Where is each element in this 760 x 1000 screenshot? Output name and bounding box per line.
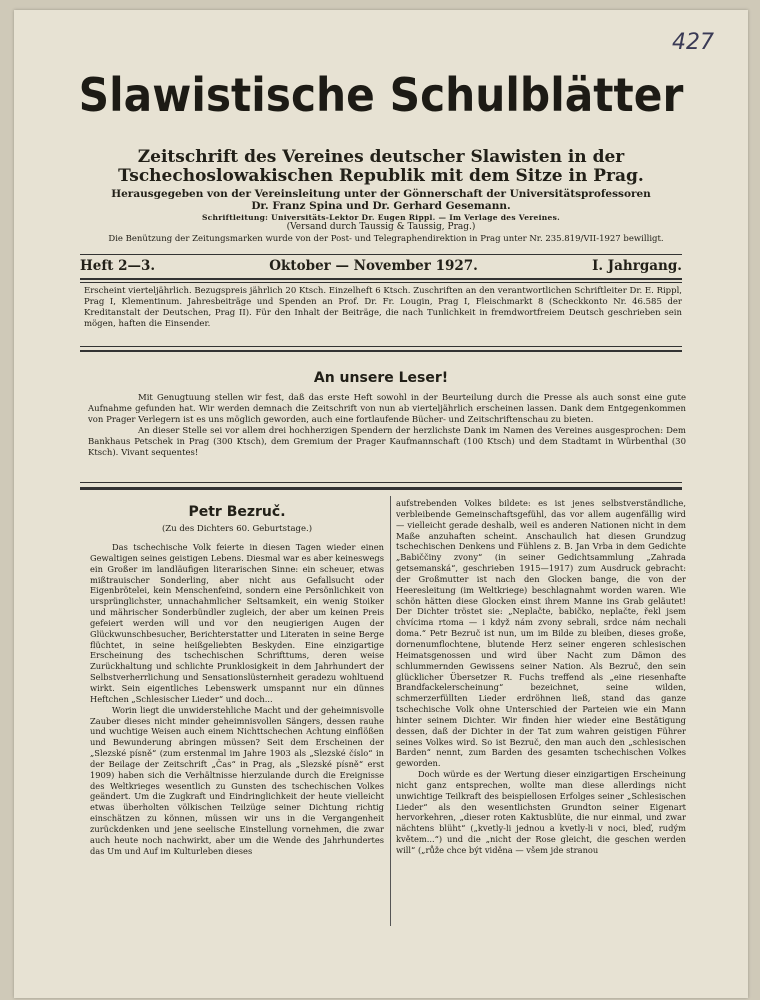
masthead-subtitle — [54, 148, 708, 186]
issue-volume: I. Jahrgang. — [592, 258, 682, 274]
issue-rule-thin — [80, 282, 682, 283]
article-paragraph: Worin liegt die unwiderstehliche Macht und der geheimnisvolle Zauber dieses nicht minder geheimnisvollen Sängers, dessen rauhe und wuchtige Weisen auch einem Nichttschechen Achtung einflößen und Bewunderung abringen müssen? Seit dem Erscheinen der „Slezské písně“ (zum erstenmal im Jahre 1903 als „Slezské číslo“ in der Beilage der Zeitschrift „Čas“ in Prag, als „Slezské písně“ erst 1909) haben sich die Verhältnisse hierzulande durch die Ereignisse des Weltkrieges wesentlich zu Gunsten des tschechischen Volkes geändert. Um die Zugkraft und Eindringlichkeit der heute vielleicht etwas überholten völkischen Teilzüge seiner Dichtung richtig einschätzen zu können, müssen wir uns in die Vergangenheit zurückdenken und jene seelische Einstellung vornehmen, die zwar auch heute noch nachwirkt, aber um die Wende des Jahrhundertes das Um und Auf im Kulturleben dieses — [90, 704, 384, 856]
to-readers-heading: An unsere Leser! — [313, 370, 449, 386]
postal-permit: Die Benützung der Zeitungsmarken wurde von der Post- und Telegraphendirektion in Prag unter Nr. 235.819/VII-1927 bewilligt. — [108, 234, 664, 244]
to-readers-paragraph: An dieser Stelle sei vor allem drei hochherzigen Spendern der herzlichste Dank im Namen des Vereines ausgesprochen: Dem Bankhaus Petschek in Prag (300 Ktsch), dem Gremium der Prager Kaufmannschaft (100 Ktsch) und dem Stadtamt in Würbenthal (30 Ktsch). Vivant sequentes! — [88, 426, 686, 458]
subscription-rule-thin — [80, 346, 682, 347]
to-readers-paragraph: Mit Genugtuung stellen wir fest, daß das erste Heft sowohl in der Beurteilung durch die Presse als auch sonst eine gute Aufnahme gefunden hat. Wir werden demnach die Zeitschrift von nun ab vierteljährlich erscheinen lassen. Dank dem Entgegenkommen von Prager Verlegern ist es uns möglich geworden, auch eine fortlaufende Bücher- und Zeitschriftenschau zu bieten. — [88, 393, 686, 425]
subtitle-line-2: Tschechoslowakischen Republik mit dem Sitze in Prag. — [118, 166, 644, 186]
editors-line-2: Dr. Franz Spina und Dr. Gerhard Gesemann. — [251, 200, 511, 212]
issue-date: Oktober — November 1927. — [269, 258, 478, 274]
masthead-title: Slawistische Schulblätter — [78, 68, 684, 122]
article-subtitle: (Zu des Dichters 60. Geburtstage.) — [161, 524, 313, 534]
top-rule — [80, 254, 682, 255]
column-divider — [390, 496, 391, 926]
article-left-text — [90, 542, 384, 856]
issue-rule-thick — [80, 278, 682, 280]
editors-line — [54, 188, 708, 212]
newspaper-page — [14, 10, 748, 998]
section-rule-thick — [80, 487, 682, 490]
issue-number: Heft 2—3. — [80, 258, 156, 274]
article-left-column — [90, 496, 384, 856]
article-paragraph: Doch würde es der Wertung dieser einzigartigen Erscheinung nicht ganz entsprechen, wollte man diese allerdings nicht unwichtige Teilkraft des beispiellosen Erfolges seiner „Schlesischen Lieder“ als den wesentlichsten Grundton seiner Eigenart hervorkehren, „dieser roten Kaktusblüte, die nur einmal, und zwar nächtens blüht“ („kvetly-li jednou a kvetly-li v noci, bleď, rudým květem...“) und die „nicht der Rose gleicht, die geschen werden will“ („růže chce být viděna — všem jde stranou — [396, 769, 686, 855]
schriftleitung-line: Schriftleitung: Universitäts-Lektor Dr. Eugen Rippl. — Im Verlage des Vereines. — [201, 213, 561, 222]
handwritten-page-number: 427 — [672, 30, 714, 55]
subtitle-line-1: Zeitschrift des Vereines deutscher Slawisten in der — [137, 147, 625, 167]
article-right-column — [396, 498, 686, 856]
subscription-rule-thick — [80, 350, 682, 352]
section-rule-thin — [80, 482, 682, 483]
article-right-text — [396, 498, 686, 856]
versand-line: (Versand durch Taussig & Taussig, Prag.) — [286, 222, 476, 232]
subscription-info: Erscheint vierteljährlich. Bezugspreis jährlich 20 Ktsch. Einzelheft 6 Ktsch. Zuschriften an den verantwortlichen Schriftleiter Dr. E. Rippl, Prag I, Klementinum. Jahresbeiträge und Spenden an Prof. Dr. Fr. Lougin, Prag I, Fleischmarkt 8 (Scheckkonto Nr. 46.585 der Kreditanstalt der Deutschen, Prag II). Für den Inhalt der Beiträge, die nach Tunlichkeit in fremdwortfreiem Deutsch geschrieben sein mögen, haften die Einsender. — [84, 286, 682, 329]
article-title: Petr Bezruč. — [188, 504, 286, 520]
article-paragraph: Das tschechische Volk feierte in diesen Tagen wieder einen Gewaltigen seines geistigen Lebens. Diesmal war es aber keineswegs ein Großer im landläufigen literarischen Sinne: ein scheuer, etwas mißtrauischer Sonderling, aber nicht aus Gefallsucht oder Eigenbrötelei, kein Menschenfeind, sondern eine Persönlichkeit von ursprünglichster, unnachahmlicher Seltsamkeit, ein wenig Stoiker und mährischer Sonderbündler zugleich, der aber um keinen Preis gefeiert werden will und vor den neugierigen Augen der Glückwunschbesucher, Berichterstatter und Literaten in seine Berge flüchtet, in seine heißgeliebten Beskyden. Eine einzigartige Erscheinung des tschechischen Schrifttums, deren weise Zurückhaltung und schlichte Prunklosigkeit in dem Jahrhundert der Selbstverherrlichung und Sensationslüsternheit geradezu wohltuend wirkt. Sein eigentliches Lebenswerk umspannt nur ein dünnes Heftchen „Schlesischer Lieder“ und doch... — [90, 542, 384, 704]
article-paragraph: aufstrebenden Volkes bildete: es ist jenes selbstverständliche, verbleibende Gemeinschaftsgefühl, das vor allem augenfällig wird — vielleicht gerade deshalb, weil es anderen Nationen nicht in dem Maße anzuhaften scheint. Anschaulich hat diesen Grundzug tschechischen Denkens und Fühlens z. B. Jan Vrba in dem Gedichte „Babiččiny zvony“ (in seiner Gedichtsammlung „Zahrada getsemanská“, geschrieben 1915—1917) zum Ausdruck gebracht: der Großmutter ist nach den Glocken bange, die von der Heeresleitung (im Weltkriege) beschlagnahmt worden waren. Wie schön hätten diese Glocken einst ihrem Manne ins Grab geläutet! Der Dichter tröstet sie: „Neplačte, babičko, neplačte, řekl jsem chvícima rtoma — i když nám zvony sebrali, srdce nám nechali doma.“ Petr Bezruč ist nun, um im Bilde zu bleiben, dieses große, dornenumflochtene, blutende Herz seiner engeren schlesischen Heimatsgenossen und wird über Nacht zum Dämon des schlummernden Gewissens seiner Nation. Als Bezruč, den sein glücklicher Übersetzer R. Fuchs treffend als „eine riesenhafte Brandfackelerscheinung“ bezeichnet, seine wilden, schmerzerfüllten Lieder erdröhnen ließ, stand das ganze tschechische Volk ohne Unterschied der Parteien wie ein Mann hinter seinem Dichter. Wir finden hier wieder eine Bestätigung dessen, daß der Dichter in der Tat zum wahren geistigen Führer seines Volkes wird. So ist Bezruč, den man auch den „schlesischen Barden“ nennt, zum Barden des gesamten tschechischen Volkes geworden. — [396, 498, 686, 769]
issue-row — [80, 258, 682, 274]
editors-line-1: Herausgegeben von der Vereinsleitung unter der Gönnerschaft der Universitätsprofessoren — [111, 188, 651, 200]
to-readers-text — [88, 393, 686, 459]
